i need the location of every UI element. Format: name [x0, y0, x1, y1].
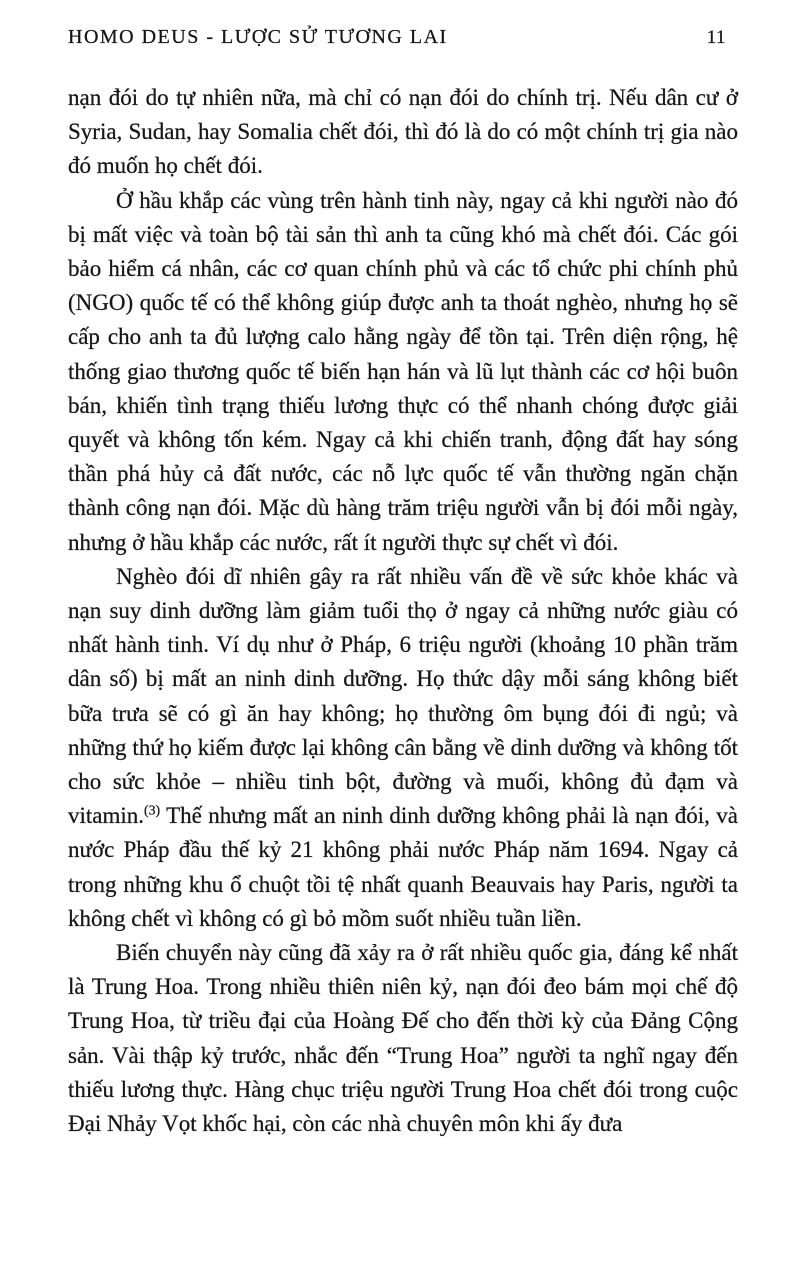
paragraph: Ở hầu khắp các vùng trên hành tinh này, ngay cả khi người nào đó bị mất việc và toàn bộ tài sản thì anh ta cũng khó mà chết đói. Các gói bảo hiểm cá nhân, các cơ quan chính phủ và các tổ chức phi chính phủ (NGO) quốc tế có thể không giúp được anh ta thoát nghèo, nhưng họ sẽ cấp cho anh ta đủ lượng calo hằng ngày để tồn tại. Trên diện rộng, hệ thống giao thương quốc tế biến hạn hán và lũ lụt thành các cơ hội buôn bán, khiến tình trạng thiếu lương thực có thể nhanh chóng được giải quyết và không tốn kém. Ngay cả khi chiến tranh, động đất hay sóng thần phá hủy cả đất nước, các nỗ lực quốc tế vẫn thường ngăn chặn thành công nạn đói. Mặc dù hàng trăm triệu người vẫn bị đói mỗi ngày, nhưng ở hầu khắp các nước, rất ít người thực sự chết vì đói. — [68, 187, 738, 555]
paragraph: Biến chuyển này cũng đã xảy ra ở rất nhiều quốc gia, đáng kể nhất là Trung Hoa. Trong nhiều thiên niên kỷ, nạn đói đeo bám mọi chế độ Trung Hoa, từ triều đại của Hoàng Đế cho đến thời kỳ của Đảng Cộng sản. Vài thập kỷ trước, nhắc đến “Trung Hoa” người ta nghĩ ngay đến thiếu lương thực. Hàng chục triệu người Trung Hoa chết đói trong cuộc Đại Nhảy Vọt khốc hại, còn các nhà chuyên môn khi ấy đưa — [68, 940, 738, 1137]
paragraph: nạn đói do tự nhiên nữa, mà chỉ có nạn đói do chính trị. Nếu dân cư ở Syria, Sudan, hay Somalia chết đói, thì đó là do có một chính trị gia nào đó muốn họ chết đói. — [68, 85, 738, 179]
page-body — [68, 81, 738, 1141]
paragraph: Nghèo đói dĩ nhiên gây ra rất nhiều vấn đề về sức khỏe khác và nạn suy dinh dưỡng làm giảm tuổi thọ ở ngay cả những nước giàu có nhất hành tinh. Ví dụ như ở Pháp, 6 triệu người (khoảng 10 phần trăm dân số) bị mất an ninh dinh dưỡng. Họ thức dậy mỗi sáng không biết bữa trưa sẽ có gì ăn hay không; họ thường ôm bụng đói đi ngủ; và những thứ họ kiếm được lại không cân bằng về dinh dưỡng và không tốt cho sức khỏe – nhiều tinh bột, đường và muối, không đủ đạm và vitamin.$^{(3)}$ Thế nhưng mất an ninh dinh dưỡng không phải là nạn đói, và nước Pháp đầu thế kỷ 21 không phải nước Pháp năm 1694. Ngay cả trong những khu ổ chuột tồi tệ nhất quanh Beauvais hay Paris, người ta không chết vì không có gì bỏ mồm suốt nhiều tuần liền. — [68, 563, 738, 931]
footnote-reference: (3) — [144, 802, 161, 818]
page-number: 11 — [706, 27, 726, 48]
running-head-title: HOMO DEUS - LƯỢC SỬ TƯƠNG LAI — [68, 26, 448, 48]
page-header — [68, 25, 738, 50]
